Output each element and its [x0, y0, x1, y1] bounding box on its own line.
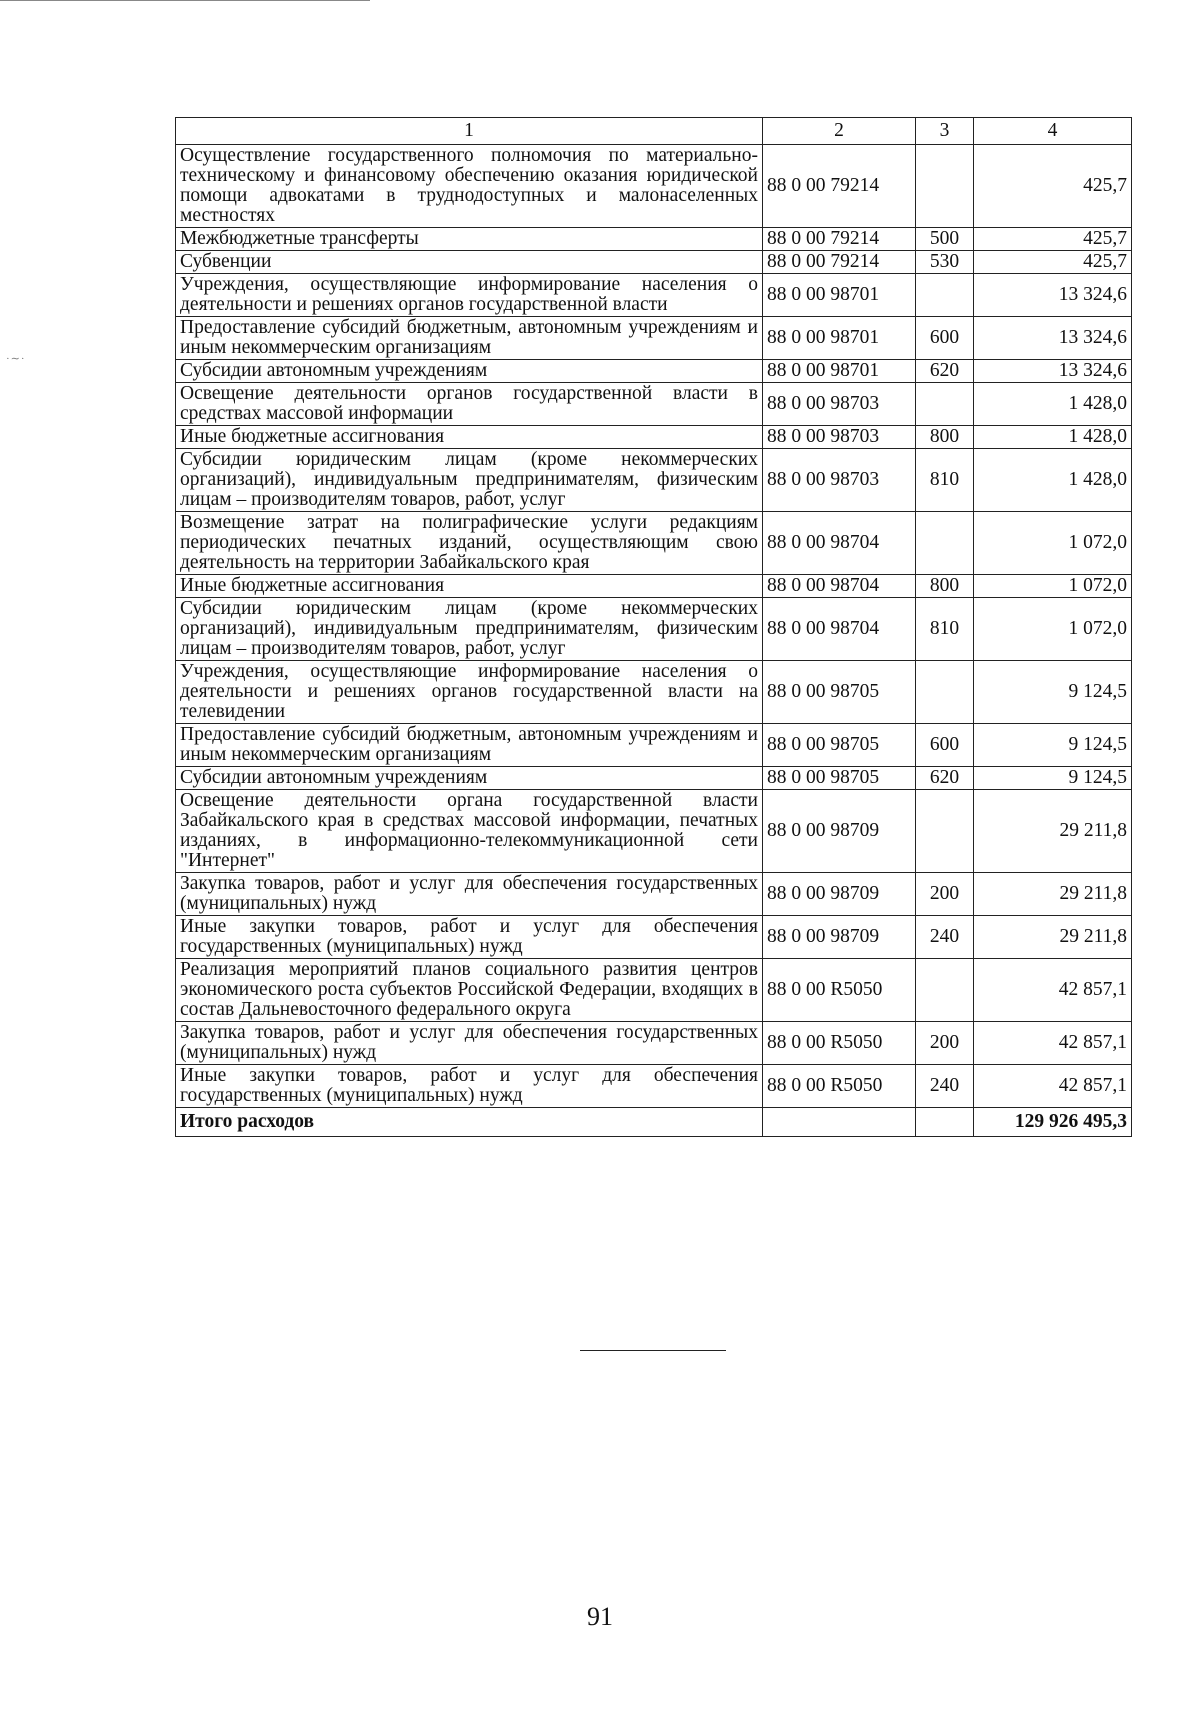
row-name-cell: Субсидии автономным учреждениям [176, 767, 763, 790]
table-row [176, 449, 1132, 512]
row-name-cell: Осуществление государственного полномочия по материально-техническому и финансовому обеспечению оказания юридической помощи адвокатами в труднодоступных и малонаселенных местностях [176, 145, 763, 228]
row-vr-cell: 800 [916, 575, 974, 598]
row-name-cell: Иные бюджетные ассигнования [176, 426, 763, 449]
table-row [176, 790, 1132, 873]
row-vr-cell: 200 [916, 1022, 974, 1065]
row-amount-cell: 1 072,0 [974, 512, 1132, 575]
row-code-cell: 88 0 00 98709 [763, 873, 916, 916]
table-row [176, 916, 1132, 959]
column-header-4: 4 [974, 118, 1132, 145]
table-row [176, 1065, 1132, 1108]
row-amount-cell: 42 857,1 [974, 1065, 1132, 1108]
row-code-cell: 88 0 00 98701 [763, 317, 916, 360]
row-vr-cell: 240 [916, 1065, 974, 1108]
row-vr-cell: 620 [916, 767, 974, 790]
row-code-cell: 88 0 00 R5050 [763, 1065, 916, 1108]
table-row [176, 661, 1132, 724]
row-amount-cell: 13 324,6 [974, 274, 1132, 317]
row-code-cell: 88 0 00 98709 [763, 790, 916, 873]
row-vr-cell: 810 [916, 598, 974, 661]
row-code-cell: 88 0 00 98701 [763, 360, 916, 383]
row-code-cell: 88 0 00 R5050 [763, 959, 916, 1022]
row-code-cell: 88 0 00 R5050 [763, 1022, 916, 1065]
page-number: 91 [587, 1602, 613, 1631]
row-amount-cell: 1 072,0 [974, 575, 1132, 598]
table-row [176, 873, 1132, 916]
row-amount-cell: 1 072,0 [974, 598, 1132, 661]
row-vr-cell: 810 [916, 449, 974, 512]
total-amount: 129 926 495,3 [974, 1108, 1132, 1137]
row-amount-cell: 425,7 [974, 228, 1132, 251]
row-vr-cell: 240 [916, 916, 974, 959]
row-amount-cell: 29 211,8 [974, 916, 1132, 959]
row-amount-cell: 1 428,0 [974, 426, 1132, 449]
row-vr-cell: 600 [916, 317, 974, 360]
table-row [176, 251, 1132, 274]
row-name-cell: Закупка товаров, работ и услуг для обеспечения государственных (муниципальных) нужд [176, 873, 763, 916]
row-code-cell: 88 0 00 79214 [763, 228, 916, 251]
column-header-1: 1 [176, 118, 763, 145]
row-name-cell: Предоставление субсидий бюджетным, автономным учреждениям и иным некоммерческим организациям [176, 724, 763, 767]
row-name-cell: Субвенции [176, 251, 763, 274]
row-vr-cell [916, 790, 974, 873]
row-name-cell: Освещение деятельности органа государственной власти Забайкальского края в средствах массовой информации, печатных изданиях, в информационно-телекоммуникационной сети "Интернет" [176, 790, 763, 873]
row-vr-cell: 800 [916, 426, 974, 449]
row-amount-cell: 42 857,1 [974, 959, 1132, 1022]
row-vr-cell [916, 512, 974, 575]
end-of-section-rule [580, 1350, 726, 1351]
row-code-cell: 88 0 00 98709 [763, 916, 916, 959]
row-name-cell: Учреждения, осуществляющие информирование населения о деятельности и решениях органов государственной власти [176, 274, 763, 317]
total-label: Итого расходов [176, 1108, 763, 1137]
row-vr-cell [916, 383, 974, 426]
table-row [176, 959, 1132, 1022]
row-name-cell: Субсидии автономным учреждениям [176, 360, 763, 383]
row-vr-cell [916, 274, 974, 317]
row-amount-cell: 425,7 [974, 251, 1132, 274]
table-row [176, 598, 1132, 661]
table-row [176, 575, 1132, 598]
row-amount-cell: 1 428,0 [974, 449, 1132, 512]
total-vr-cell [916, 1108, 974, 1137]
row-name-cell: Иные закупки товаров, работ и услуг для обеспечения государственных (муниципальных) нужд [176, 1065, 763, 1108]
table-row [176, 317, 1132, 360]
row-code-cell: 88 0 00 98705 [763, 724, 916, 767]
row-code-cell: 88 0 00 98705 [763, 661, 916, 724]
table-row [176, 767, 1132, 790]
row-amount-cell: 9 124,5 [974, 767, 1132, 790]
row-code-cell: 88 0 00 98703 [763, 426, 916, 449]
row-code-cell: 88 0 00 79214 [763, 145, 916, 228]
table-row [176, 360, 1132, 383]
row-amount-cell: 13 324,6 [974, 317, 1132, 360]
row-vr-cell: 600 [916, 724, 974, 767]
row-code-cell: 88 0 00 79214 [763, 251, 916, 274]
scan-edge-line [0, 0, 370, 1]
row-vr-cell [916, 959, 974, 1022]
row-name-cell: Межбюджетные трансферты [176, 228, 763, 251]
row-amount-cell: 9 124,5 [974, 724, 1132, 767]
row-name-cell: Учреждения, осуществляющие информирование населения о деятельности и решениях органов государственной власти на телевидении [176, 661, 763, 724]
table-row [176, 274, 1132, 317]
row-name-cell: Предоставление субсидий бюджетным, автономным учреждениям и иным некоммерческим организациям [176, 317, 763, 360]
table-header-row [176, 118, 1132, 145]
row-name-cell: Субсидии юридическим лицам (кроме некоммерческих организаций), индивидуальным предпринимателям, физическим лицам – производителям товаров, работ, услуг [176, 449, 763, 512]
row-name-cell: Субсидии юридическим лицам (кроме некоммерческих организаций), индивидуальным предпринимателям, физическим лицам – производителям товаров, работ, услуг [176, 598, 763, 661]
total-row [176, 1108, 1132, 1137]
total-code-cell [763, 1108, 916, 1137]
row-vr-cell: 530 [916, 251, 974, 274]
row-amount-cell: 13 324,6 [974, 360, 1132, 383]
row-vr-cell: 620 [916, 360, 974, 383]
table-row [176, 512, 1132, 575]
column-header-3: 3 [916, 118, 974, 145]
row-name-cell: Освещение деятельности органов государственной власти в средствах массовой информации [176, 383, 763, 426]
row-name-cell: Закупка товаров, работ и услуг для обеспечения государственных (муниципальных) нужд [176, 1022, 763, 1065]
row-code-cell: 88 0 00 98701 [763, 274, 916, 317]
row-name-cell: Иные бюджетные ассигнования [176, 575, 763, 598]
table-body [176, 145, 1132, 1108]
row-code-cell: 88 0 00 98703 [763, 449, 916, 512]
row-code-cell: 88 0 00 98704 [763, 512, 916, 575]
row-code-cell: 88 0 00 98704 [763, 575, 916, 598]
expenditure-table [175, 117, 1132, 1137]
row-code-cell: 88 0 00 98705 [763, 767, 916, 790]
row-vr-cell: 500 [916, 228, 974, 251]
row-amount-cell: 9 124,5 [974, 661, 1132, 724]
table-row [176, 145, 1132, 228]
row-name-cell: Возмещение затрат на полиграфические услуги редакциям периодических печатных изданий, осуществляющим свою деятельность на территории Забайкальского края [176, 512, 763, 575]
table-row [176, 1022, 1132, 1065]
row-amount-cell: 29 211,8 [974, 873, 1132, 916]
scan-artifact: ·∼· [6, 353, 26, 365]
row-code-cell: 88 0 00 98703 [763, 383, 916, 426]
row-vr-cell [916, 145, 974, 228]
table-row [176, 228, 1132, 251]
column-header-2: 2 [763, 118, 916, 145]
row-code-cell: 88 0 00 98704 [763, 598, 916, 661]
row-amount-cell: 42 857,1 [974, 1022, 1132, 1065]
table-row [176, 426, 1132, 449]
table-row [176, 724, 1132, 767]
table-row [176, 383, 1132, 426]
row-name-cell: Реализация мероприятий планов социального развития центров экономического роста субъектов Российской Федерации, входящих в состав Дальневосточного федерального округа [176, 959, 763, 1022]
row-name-cell: Иные закупки товаров, работ и услуг для обеспечения государственных (муниципальных) нужд [176, 916, 763, 959]
row-amount-cell: 1 428,0 [974, 383, 1132, 426]
row-amount-cell: 425,7 [974, 145, 1132, 228]
row-vr-cell: 200 [916, 873, 974, 916]
row-amount-cell: 29 211,8 [974, 790, 1132, 873]
row-vr-cell [916, 661, 974, 724]
